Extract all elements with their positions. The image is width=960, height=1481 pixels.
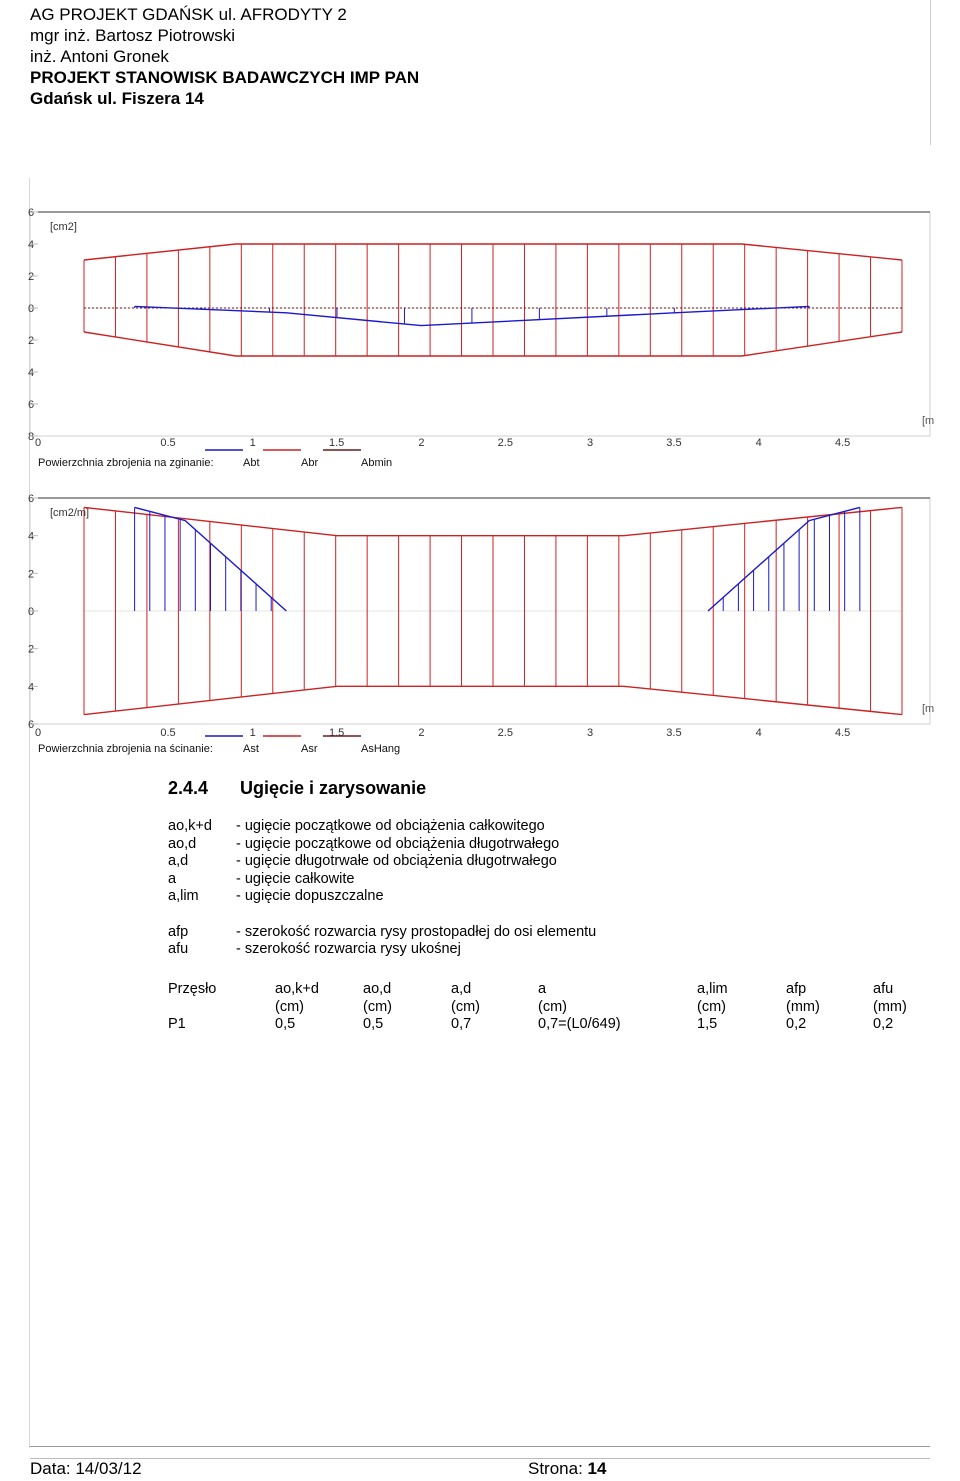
y-tick-label: 4: [28, 530, 35, 543]
x-tick-label: 3.5: [666, 437, 682, 449]
y-tick-label: 0: [28, 606, 35, 618]
section-number: 2.4.4: [168, 778, 209, 798]
definition-symbol: ao,d: [168, 835, 197, 852]
y-tick-label: 8: [28, 431, 35, 443]
x-tick-label: 0.5: [160, 727, 176, 739]
x-tick-label: 3: [586, 437, 594, 449]
y-tick-label: 6: [28, 399, 35, 411]
table-cell: 0,2: [873, 1016, 894, 1032]
x-tick-label: 2: [418, 437, 425, 449]
bending-reinforcement-chart: [0, 178, 960, 478]
document-header: [30, 4, 419, 109]
definition-symbol: afp: [168, 923, 189, 940]
legend-title: Powierzchnia zbrojenia na zginanie:: [38, 457, 214, 469]
y-tick-label: 4: [28, 239, 35, 251]
x-unit-label: [m: [922, 415, 935, 427]
x-tick-label: 3.5: [666, 727, 682, 739]
section-title: [168, 778, 426, 799]
x-tick-label: 1.5: [328, 727, 345, 739]
definition-symbol: a,lim: [168, 888, 199, 904]
section-heading: Ugięcie i zarysowanie: [240, 778, 427, 798]
legend-label: AsHang: [361, 743, 401, 755]
definition-desc: - ugięcie długotrwałe od obciążenia długotrwałego: [236, 853, 557, 869]
y-tick-label: 6: [28, 207, 35, 219]
shear-reinforcement-chart: [0, 488, 960, 763]
table-header-cell: Przęsło: [168, 981, 217, 997]
table-header-cell: afp: [786, 981, 807, 997]
x-tick-label: 1: [249, 437, 256, 449]
chart-frame: [30, 212, 930, 436]
y-tick-label: 2: [28, 335, 35, 347]
table-unit-cell: (cm): [451, 998, 480, 1015]
table-header-cell: a,lim: [697, 981, 728, 997]
table-header-cell: ao,d: [363, 981, 392, 997]
definition-symbol: afu: [168, 941, 189, 957]
y-tick-label: 2: [28, 568, 35, 581]
definition-desc: - szerokość rozwarcia rysy ukośnej: [236, 941, 461, 957]
definition-symbol: a,d: [168, 853, 189, 869]
footer-divider: [30, 1446, 930, 1447]
table-cell: 0,7=(L0/649): [538, 1016, 621, 1032]
table-unit-cell: (mm): [873, 998, 907, 1015]
y-tick-label: 4: [28, 681, 35, 694]
table-cell: 0,5: [275, 1016, 296, 1032]
y-tick-label: 2: [28, 643, 35, 656]
x-tick-label: 0.5: [160, 437, 176, 449]
table-cell: 1,5: [697, 1016, 718, 1032]
x-tick-label: 2.5: [497, 727, 513, 739]
definition-desc: - ugięcie całkowite: [236, 870, 355, 887]
footer-page: [528, 1459, 606, 1479]
footer-date: Data: 14/03/12: [30, 1459, 142, 1478]
results-table: [168, 981, 928, 1034]
x-tick-label: 0: [35, 727, 42, 739]
x-tick-label: 3: [586, 727, 594, 739]
footer-page-label: Strona:: [528, 1459, 583, 1478]
x-tick-label: 4.5: [834, 437, 851, 449]
table-cell: 0,2: [786, 1016, 807, 1032]
legend-label: Abt: [243, 457, 260, 469]
header-divider: [930, 0, 931, 145]
table-header-cell: ao,k+d: [275, 981, 319, 997]
y-tick-label: 2: [28, 271, 35, 283]
definition-desc: - ugięcie dopuszczalne: [236, 888, 384, 904]
table-cell: P1: [168, 1016, 186, 1032]
x-unit-label: [m: [922, 703, 935, 715]
table-row: [168, 1016, 928, 1034]
definition-symbol: a: [168, 870, 177, 887]
x-tick-label: 2.5: [497, 437, 513, 449]
table-unit-cell: (cm): [697, 998, 726, 1015]
x-tick-label: 1.5: [328, 437, 345, 449]
table-unit-cell: (cm): [275, 998, 304, 1015]
table-units-row: [168, 999, 928, 1017]
table-unit-cell: (mm): [786, 998, 820, 1015]
table-cell: 0,7: [451, 1016, 472, 1032]
table-header-cell: afu: [873, 981, 894, 997]
series-line-asr: [84, 507, 902, 535]
unit-label: [cm2]: [50, 221, 77, 233]
table-header-cell: a,d: [451, 981, 472, 997]
legend-label: Ast: [243, 743, 259, 755]
x-tick-label: 0: [35, 437, 42, 449]
definition-desc: - ugięcie początkowe od obciążenia długotrwałego: [236, 835, 560, 852]
y-tick-label: 4: [28, 367, 35, 379]
x-tick-label: 4: [755, 437, 762, 449]
unit-label: [cm2/m]: [50, 507, 90, 519]
legend-label: Abmin: [361, 457, 393, 469]
x-tick-label: 4.5: [834, 727, 851, 739]
header-line-5: Gdańsk ul. Fiszera 14: [30, 89, 204, 108]
table-cell: 0,5: [363, 1016, 384, 1032]
footer-page-number: 14: [587, 1459, 607, 1478]
header-line-1: AG PROJEKT GDAŃSK ul. AFRODYTY 2: [30, 5, 347, 24]
definition-desc: - szerokość rozwarcia rysy prostopadłej do osi elementu: [236, 923, 597, 940]
x-tick-label: 2: [418, 727, 425, 739]
header-line-3: inż. Antoni Gronek: [30, 47, 169, 66]
table-unit-cell: (cm): [363, 998, 392, 1015]
legend-label: Abr: [301, 457, 319, 469]
table-header-row: [168, 981, 928, 999]
y-tick-label: 6: [28, 719, 35, 731]
definition-symbol: ao,k+d: [168, 818, 212, 834]
table-header-cell: a: [538, 981, 547, 997]
y-tick-label: 6: [28, 493, 35, 505]
legend-label: Asr: [301, 743, 318, 755]
legend-title: Powierzchnia zbrojenia na ścinanie:: [38, 743, 213, 755]
x-tick-label: 1: [249, 727, 256, 739]
header-line-4: PROJEKT STANOWISK BADAWCZYCH IMP PAN: [30, 68, 420, 87]
series-line-asr: [84, 686, 902, 714]
page-footer: [30, 1458, 930, 1480]
header-line-2: mgr inż. Bartosz Piotrowski: [30, 26, 235, 45]
table-unit-cell: (cm): [538, 998, 567, 1015]
definition-desc: - ugięcie początkowe od obciążenia całkowitego: [236, 818, 545, 834]
y-tick-label: 0: [28, 303, 35, 315]
x-tick-label: 4: [755, 727, 762, 739]
